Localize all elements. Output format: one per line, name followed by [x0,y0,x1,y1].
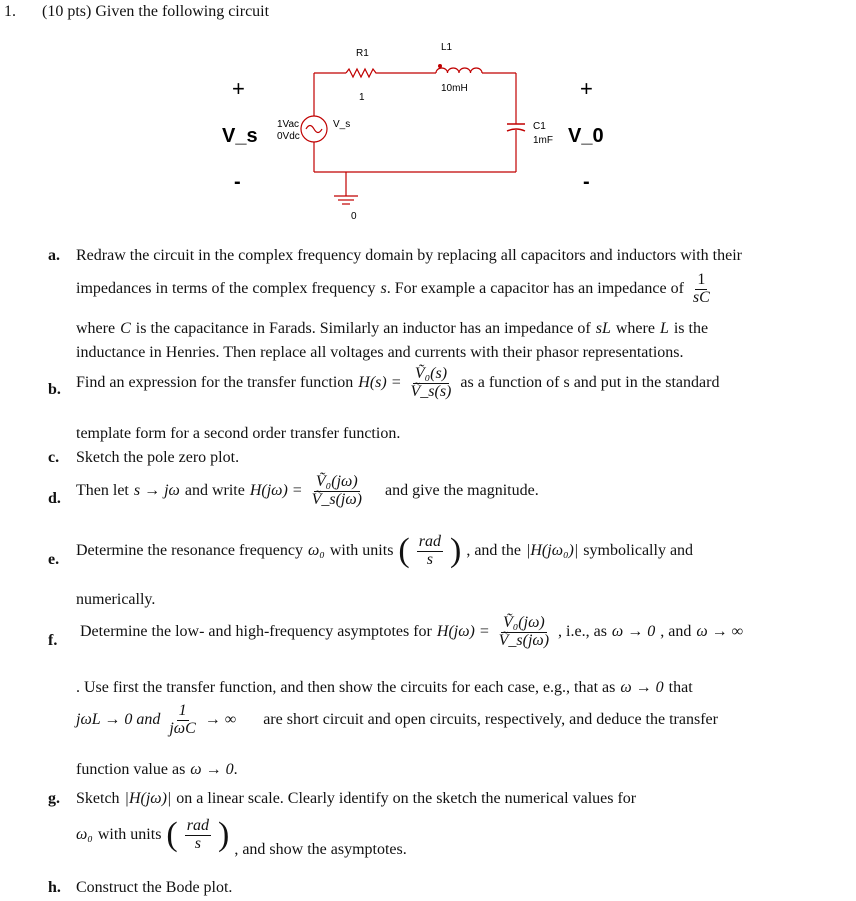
part-f-line4: function value as ω → 0 . [76,761,238,778]
part-g-line2: ω₀ with units ( $\frac{\text{rad}}{s}$ ) , and show the asymptotes. [76,816,407,858]
vo-plus: + [580,76,593,101]
ground-label: 0 [351,211,357,222]
units-fraction: $\frac{\text{rad}}{s}$ [418,533,441,568]
capacitor-impedance-fraction: $\frac{1}{sC}$ [692,271,710,306]
l1-label: L1 [441,42,453,53]
asymptote-fraction: $\frac{\text{Ṽ₀(jω)}}{Ṽ\_s(j\omega)}$ [498,614,550,649]
part-a-line2: impedances in terms of the complex frequency s . For example a capacitor has an impedance of $\frac{1}{sC}$ [76,271,710,306]
part-e-line1: Determine the resonance frequency ω₀ with units ( $\frac{\text{rad}}{s}$ ) , and the |H(jω₀)| symbolically and [76,532,694,570]
part-e-label: e. [48,551,60,568]
vs-label: V_s [222,125,258,147]
part-f-line2: . Use first the transfer function, and then show the circuits for each case, e.g., that as ω → 0 that [76,679,693,696]
part-a-line4: inductance in Henries. Then replace all voltages and currents with their phasor representations. [76,344,684,361]
inductor-l1 [436,68,482,73]
inductor-dot [438,64,442,68]
part-b-line1: Find an expression for the transfer function H(s) = $\frac{\text{Ṽ₀(s)}}{Ṽ\_s(s)}$ as a function of s and put in the standard [76,365,720,400]
r1-value: 1 [359,92,365,103]
part-d-line: Then let s → jω and write H(jω) = $\frac{\text{Ṽ₀(jω)}}{Ṽ\_s(j\omega)}$ and give the magnitude. [76,473,539,508]
capacitor-jw-fraction: $\frac{1}{\text{jωC}}$ [169,702,196,737]
part-d-label: d. [48,490,61,507]
vo-minus: - [583,171,590,193]
frequency-response-fraction: $\frac{\text{Ṽ₀(jω)}}{Ṽ\_s(j\omega)}$ [311,473,362,508]
part-a-line3: where C is the capacitance in Farads. Similarly an inductor has an impedance of sL where L is the [76,320,709,337]
part-f-label: f. [48,632,58,649]
r1-label: R1 [356,48,369,59]
source-dc-label: 0Vdc [277,131,300,142]
part-f-line3: jωL → 0 and $\frac{1}{\text{jωC}}$ → ∞ are short circuit and open circuits, respectively, and deduce the transfer [76,702,718,737]
part-g-line1: Sketch |H(jω)| on a linear scale. Clearly identify on the sketch the numerical values for [76,790,637,807]
part-a-line1: Redraw the circuit in the complex frequency domain by replacing all capacitors and inductors with their [76,247,742,264]
part-c-label: c. [48,449,60,466]
part-a-label: a. [48,247,60,264]
part-f-line1: Determine the low- and high-frequency asymptotes for H(jω) = $\frac{\text{Ṽ₀(jω)}}{Ṽ\_s(j\omega)}$ , i.e., as ω → 0 , and ω → ∞ [80,614,744,649]
part-g-label: g. [48,790,60,807]
part-b-line2: template form for a second order transfer function. [76,425,401,442]
part-b-label: b. [48,381,61,398]
vo-label: V_0 [568,125,604,147]
l1-value: 10mH [441,83,468,94]
source-net-label: V_s [333,119,351,130]
vs-plus: + [232,76,245,101]
circuit-schematic [0,0,856,235]
part-c-text: Sketch the pole zero plot. [76,449,240,466]
c1-label: C1 [533,121,546,132]
part-e-line2: numerically. [76,591,156,608]
c1-value: 1mF [533,135,553,146]
part-h-label: h. [48,879,61,896]
source-ac-label: 1Vac [277,119,300,130]
vs-minus: - [234,171,241,193]
problem-number: 1. [4,3,16,20]
resistor-r1 [346,69,378,77]
problem-heading: (10 pts) Given the following circuit [42,3,270,20]
part-h-text: Construct the Bode plot. [76,879,233,896]
units-fraction-g: $\frac{\text{rad}}{s}$ [186,817,209,852]
ground-icon [334,172,358,204]
transfer-function-fraction: $\frac{\text{Ṽ₀(s)}}{Ṽ\_s(s)}$ [410,365,452,400]
